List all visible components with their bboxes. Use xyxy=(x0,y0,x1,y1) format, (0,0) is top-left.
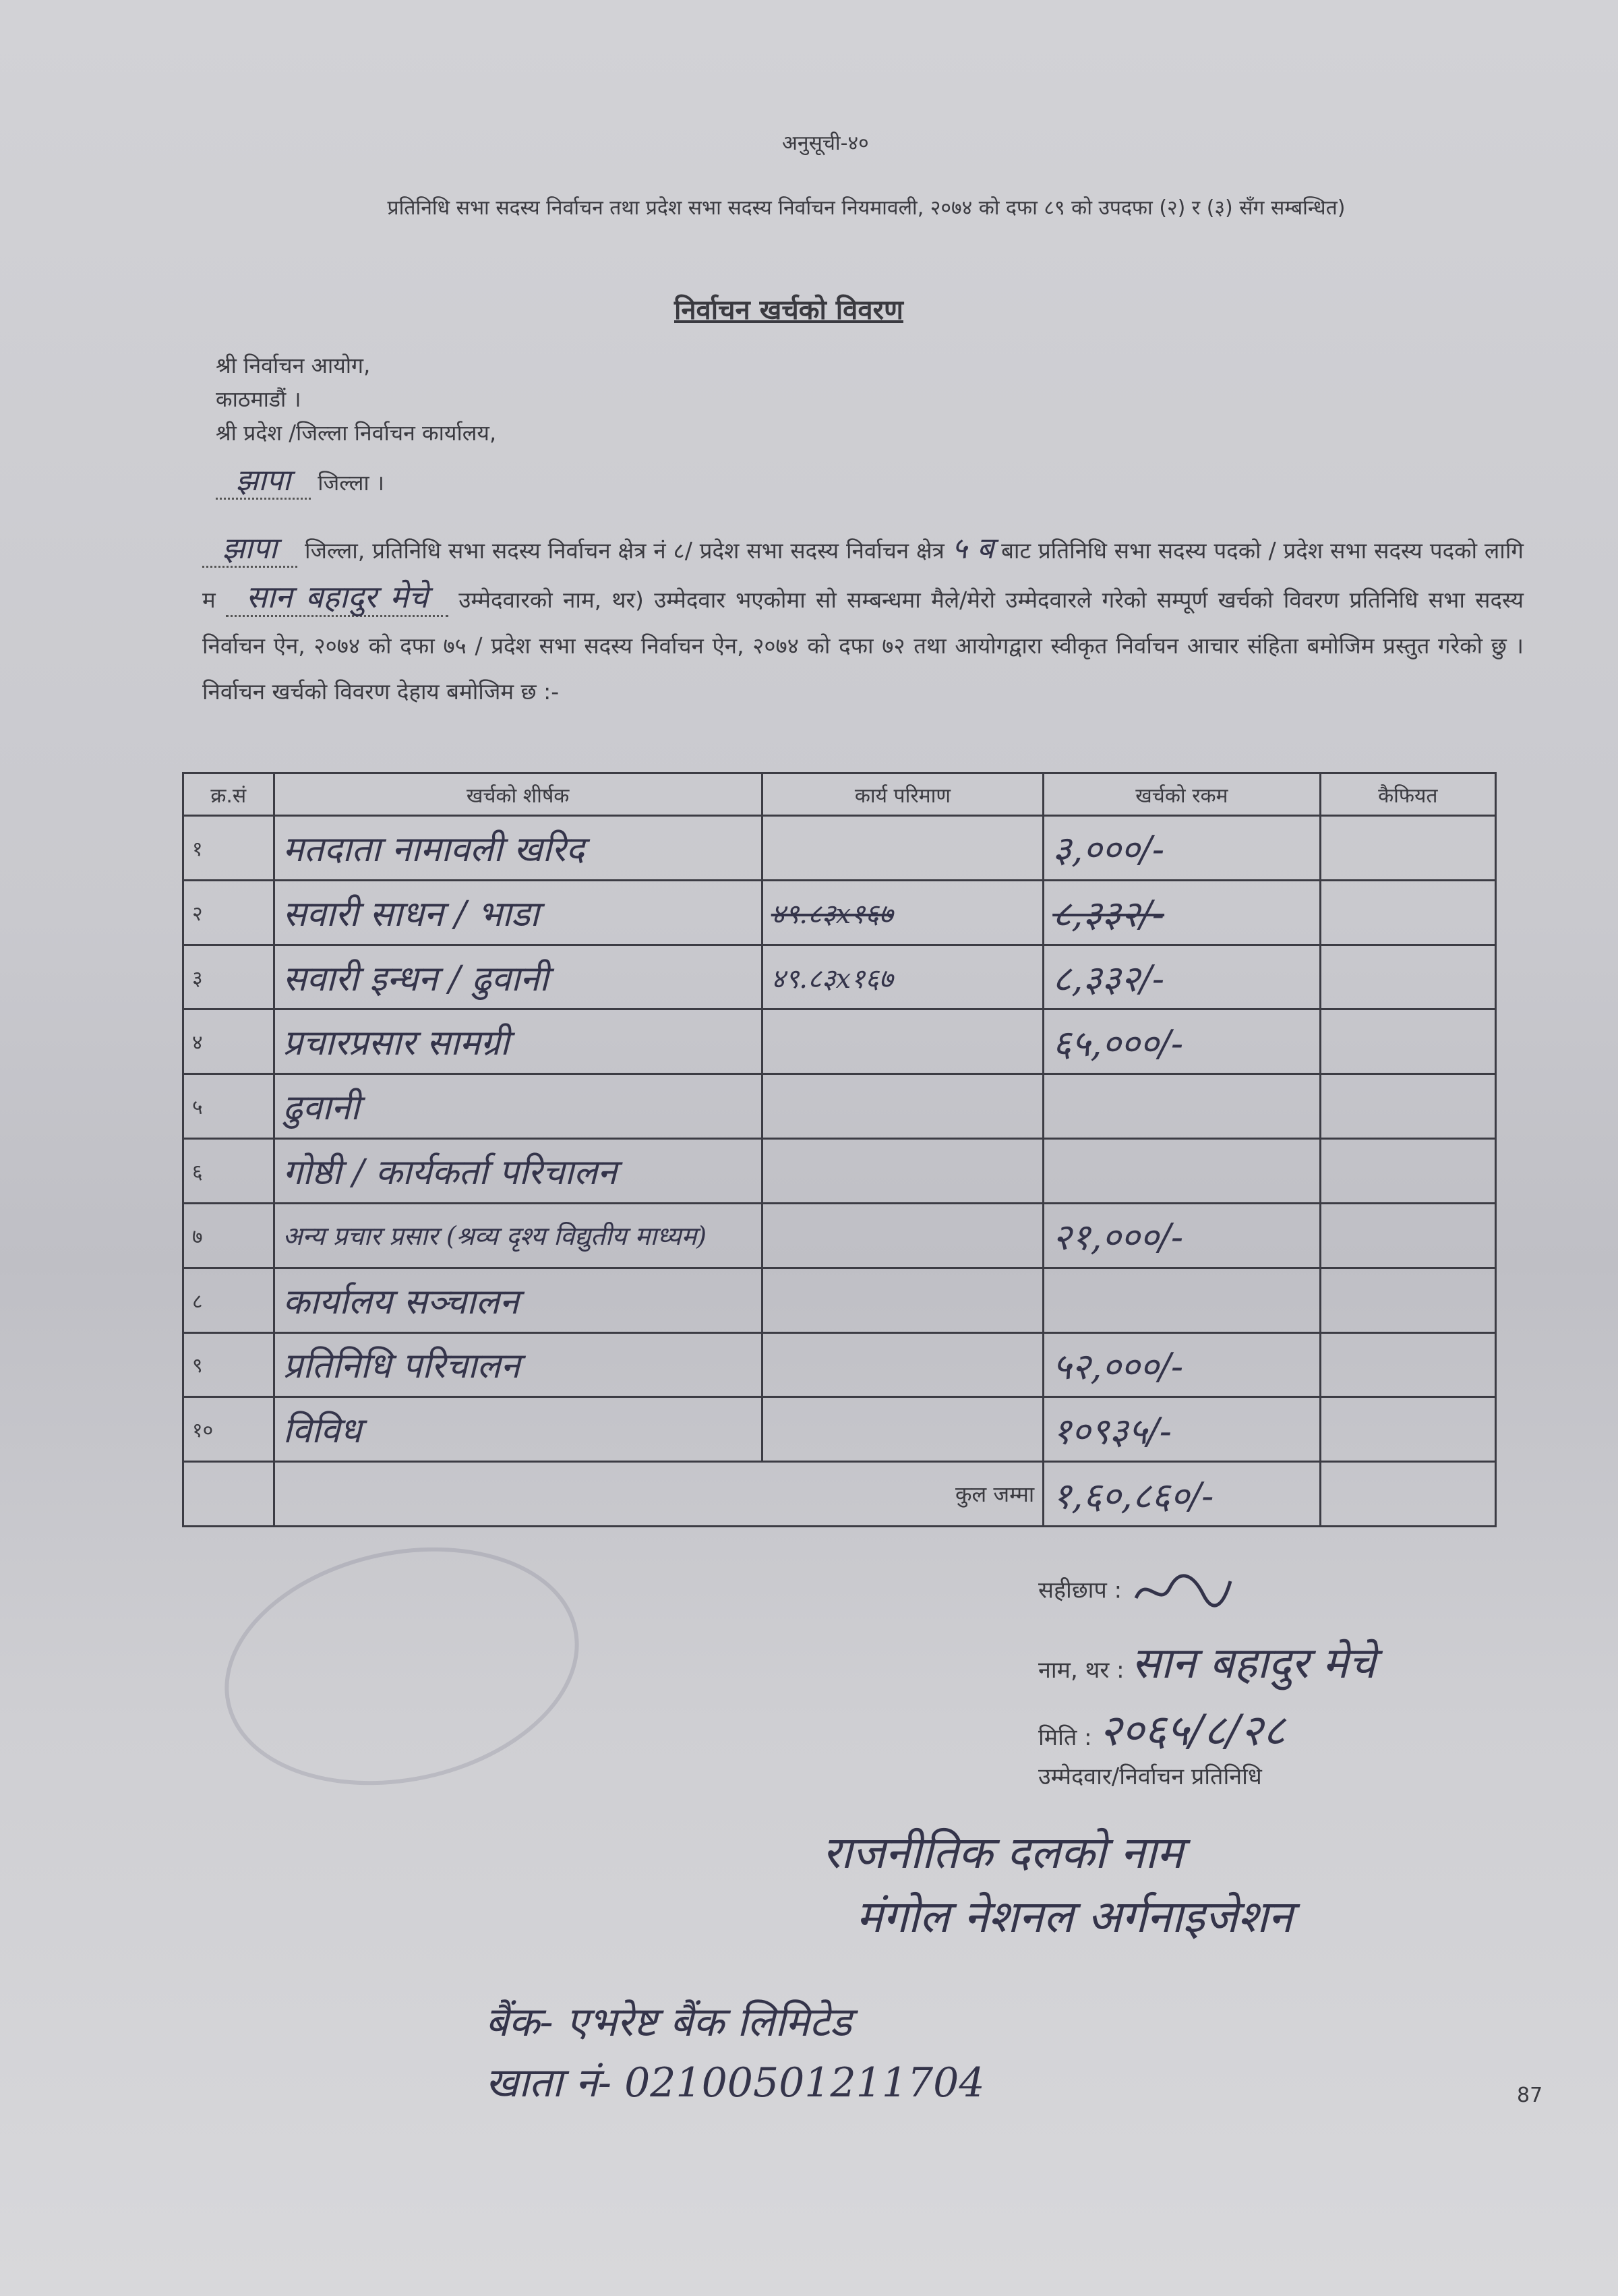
row-remarks xyxy=(1320,1397,1495,1462)
party-label: राजनीतिक दलको नाम xyxy=(822,1827,1183,1879)
row-qty xyxy=(762,816,1043,881)
row-remarks xyxy=(1320,1332,1495,1397)
row-remarks xyxy=(1320,1074,1495,1139)
table-row xyxy=(183,1397,1496,1462)
row-amount: १०९३५/- xyxy=(1044,1397,1320,1462)
body-text-3: उम्मेदवारको नाम, थर) उम्मेदवार भएकोमा सो सम्बन्धमा मैले/मेरो उम्मेदवारले गरेको सम्पूर्ण खर्चको विवरण प्रतिनिधि सभा सदस्य निर्वाचन ऐन, २०७४ को दफा ७५ / प्रदेश सभा सदस्य निर्वाचन ऐन, २०७४ को दफा ७२ तथा आयोगद्वारा स्वीकृत निर्वाचन आचार संहिता बमोजिम प्रस्तुत गरेको छु । निर्वाचन खर्चको विवरण देहाय बमोजिम छ :- xyxy=(202,587,1524,705)
row-amount: ३,०००/- xyxy=(1044,816,1320,881)
total-sn-empty xyxy=(183,1462,274,1527)
row-sn: ७ xyxy=(183,1203,274,1268)
district-handwritten: झापा xyxy=(216,463,311,500)
signature-line xyxy=(1038,1568,1237,1615)
name-line xyxy=(1038,1632,1376,1690)
row-head: विविध xyxy=(274,1397,762,1462)
row-amount-struck: ८,३३२/- xyxy=(1044,880,1320,945)
row-head: प्रतिनिधि परिचालन xyxy=(274,1332,762,1397)
row-remarks xyxy=(1320,945,1495,1009)
name-label: नाम, थर : xyxy=(1038,1657,1125,1684)
row-amount xyxy=(1044,1139,1320,1204)
row-amount xyxy=(1044,1074,1320,1139)
row-head: अन्य प्रचार प्रसार (श्रव्य दृश्य विद्युतीय माध्यम) xyxy=(274,1203,762,1268)
col-remarks: कैफियत xyxy=(1320,773,1495,816)
row-qty xyxy=(762,1203,1043,1268)
bank-account: खाता नं- 02100501211704 xyxy=(485,2059,985,2107)
row-remarks xyxy=(1320,1268,1495,1332)
row-sn: ९ xyxy=(183,1332,274,1397)
address-line-2: काठमाडौं । xyxy=(216,386,301,412)
form-title: निर्वाचन खर्चको विवरण xyxy=(674,295,903,326)
row-remarks xyxy=(1320,1009,1495,1074)
row-sn: ५ xyxy=(183,1074,274,1139)
table-total-row xyxy=(183,1462,1496,1527)
row-qty xyxy=(762,1009,1043,1074)
address-line-3: श्री प्रदेश /जिल्ला निर्वाचन कार्यालय, xyxy=(216,420,497,446)
row-remarks xyxy=(1320,1203,1495,1268)
district-suffix: जिल्ला । xyxy=(318,470,384,496)
signature-scribble xyxy=(1129,1568,1237,1615)
faint-stamp xyxy=(202,1516,601,1816)
candidate-handwritten: सान बहादुर मेचे xyxy=(226,579,448,617)
row-head: ढुवानी xyxy=(274,1074,762,1139)
table-header-row xyxy=(183,773,1496,816)
table-row xyxy=(183,1332,1496,1397)
body-text-1: जिल्ला, प्रतिनिधि सभा सदस्य निर्वाचन क्षेत्र नं ८/ प्रदेश सभा सदस्य निर्वाचन क्षेत्र xyxy=(304,537,945,564)
row-amount: २१,०००/- xyxy=(1044,1203,1320,1268)
row-sn: ३ xyxy=(183,945,274,1009)
total-remarks xyxy=(1320,1462,1495,1527)
row-sn: १० xyxy=(183,1397,274,1462)
row-qty: ४९.८३x१६७ xyxy=(762,945,1043,1009)
col-head: खर्चको शीर्षक xyxy=(274,773,762,816)
row-head: सवारी साधन / भाडा xyxy=(274,880,762,945)
declaration-text xyxy=(202,526,1524,715)
row-head: सवारी इन्धन / ढुवानी xyxy=(274,945,762,1009)
name-handwritten: सान बहादुर मेचे xyxy=(1131,1639,1376,1688)
date-handwritten: २०६५/८/२८ xyxy=(1099,1706,1286,1756)
signatory-role: उम्मेदवार/निर्वाचन प्रतिनिधि xyxy=(1038,1763,1262,1790)
row-remarks xyxy=(1320,1139,1495,1204)
table-row xyxy=(183,816,1496,881)
table-row xyxy=(183,1139,1496,1204)
row-sn: ८ xyxy=(183,1268,274,1332)
rule-reference: प्रतिनिधि सभा सदस्य निर्वाचन तथा प्रदेश सभा सदस्य निर्वाचन नियमावली, २०७४ को दफा ८९ को उपदफा (२) र (३) सँग सम्बन्धित) xyxy=(387,196,1346,220)
signature-label: सहीछाप : xyxy=(1038,1577,1122,1604)
row-qty-struck: ४९.८३x१६७ xyxy=(762,880,1043,945)
page-number: 87 xyxy=(1517,2084,1543,2107)
row-amount: ५२,०००/- xyxy=(1044,1332,1320,1397)
address-line-4 xyxy=(216,459,384,499)
row-sn: १ xyxy=(183,816,274,881)
table-row xyxy=(183,1009,1496,1074)
row-qty xyxy=(762,1268,1043,1332)
total-label: कुल जम्मा xyxy=(274,1462,1044,1527)
schedule-number: अनुसूची-४० xyxy=(782,131,869,155)
date-line xyxy=(1038,1699,1286,1758)
date-label: मिति : xyxy=(1038,1724,1092,1751)
table-row xyxy=(183,1074,1496,1139)
row-remarks xyxy=(1320,816,1495,881)
row-head: कार्यालय सञ्चालन xyxy=(274,1268,762,1332)
row-remarks xyxy=(1320,880,1495,945)
row-amount: ६५,०००/- xyxy=(1044,1009,1320,1074)
row-amount xyxy=(1044,1268,1320,1332)
bank-name: बैंक- एभरेष्ट बैंक लिमिटेड xyxy=(485,1999,852,2046)
row-qty xyxy=(762,1074,1043,1139)
row-head: प्रचारप्रसार सामग्री xyxy=(274,1009,762,1074)
expense-table xyxy=(182,772,1497,1527)
row-qty xyxy=(762,1332,1043,1397)
table-row xyxy=(183,1268,1496,1332)
body-district-handwritten: झापा xyxy=(202,531,297,568)
row-sn: ४ xyxy=(183,1009,274,1074)
row-head: गोष्ठी / कार्यकर्ता परिचालन xyxy=(274,1139,762,1204)
party-name: मंगोल नेशनल अर्गनाइजेशन xyxy=(856,1891,1293,1943)
row-sn: ६ xyxy=(183,1139,274,1204)
row-sn: २ xyxy=(183,880,274,945)
constituency-handwritten: ५ ब xyxy=(951,531,994,566)
total-amount: १,६०,८६०/- xyxy=(1044,1462,1320,1527)
row-qty xyxy=(762,1139,1043,1204)
row-amount: ८,३३२/- xyxy=(1044,945,1320,1009)
body-text-2: बाट प्रतिनिधि सभा सदस्य पदको / प्रदेश सभा सदस्य पदको लागि म xyxy=(202,537,1524,613)
row-head: मतदाता नामावली खरिद xyxy=(274,816,762,881)
col-amount: खर्चको रकम xyxy=(1044,773,1320,816)
table-row xyxy=(183,945,1496,1009)
row-qty xyxy=(762,1397,1043,1462)
col-sn: क्र.सं xyxy=(183,773,274,816)
col-qty: कार्य परिमाण xyxy=(762,773,1043,816)
address-line-1: श्री निर्वाचन आयोग, xyxy=(216,353,371,378)
table-row xyxy=(183,880,1496,945)
table-row xyxy=(183,1203,1496,1268)
